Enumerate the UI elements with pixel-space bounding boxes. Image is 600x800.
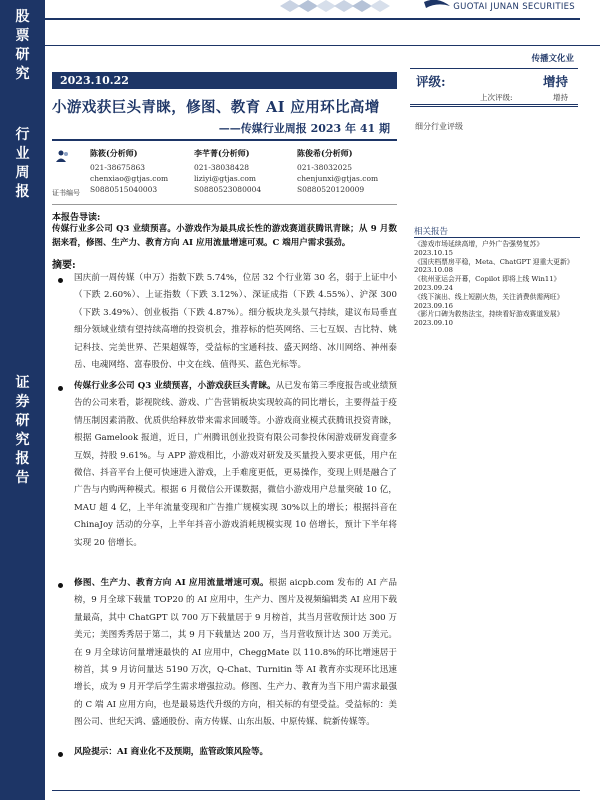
sidebar-label-weekly: 行 业 周 报	[15, 127, 30, 200]
summary-bullet-bold: 修图、生产力、教育方向 AI 应用流量增速可观。	[74, 578, 269, 588]
logo-graphic-icon	[280, 0, 400, 13]
analyst-name: 李芊菁(分析师)	[194, 148, 250, 158]
company-logo-icon	[422, 0, 452, 14]
bullet-dot	[58, 752, 63, 757]
analyst-email[interactable]: liziyi@gtjas.com	[194, 174, 256, 183]
analyst-divider	[52, 204, 397, 205]
rating-rule	[410, 104, 578, 105]
previous-rating-label: 上次评级:	[480, 93, 513, 102]
analyst-card	[194, 148, 304, 195]
related-report-link[interactable]: 《影片口碑为救热法宝，持续看好游戏赛道发展》2023.09.10	[414, 310, 564, 328]
rating-top-rule	[410, 68, 578, 69]
certificate-label: 证书编号	[52, 189, 80, 197]
guide-text: 传媒行业多公司 Q3 业绩预喜。小游戏作为最具成长性的游戏赛道获腾讯青睐；从 9 月数据来看，修图、生产力、教育方向 AI 应用流量增速可观。C 端用户需求强劲。	[52, 224, 397, 248]
rating-rule-double	[410, 106, 578, 107]
related-reports-divider	[414, 237, 580, 238]
footer-divider	[52, 790, 580, 791]
analyst-cert: S0880515040003	[90, 185, 158, 194]
analyst-email[interactable]: chenxiao@gtjas.com	[90, 174, 169, 183]
report-subtitle: ——传媒行业周报 2023 年 41 期	[218, 122, 390, 135]
header-strip	[45, 18, 580, 20]
analyst-phone: 021-38675863	[90, 163, 146, 172]
related-report-link[interactable]: 《游戏市场延续高增，户外广告强势复苏》2023.10.15	[414, 240, 544, 257]
title-divider	[52, 139, 397, 141]
analyst-phone: 021-38032025	[297, 163, 353, 172]
rating-value: 增持	[542, 74, 568, 89]
analyst-name: 陈筱(分析师)	[90, 148, 138, 158]
people-icon	[56, 150, 70, 162]
summary-bullet	[74, 270, 397, 374]
related-reports-heading: 相关报告	[414, 227, 449, 237]
related-report-link[interactable]: 《杭州亚运会开幕，Copilot 即将上线 Win11》2023.09.24	[414, 275, 561, 292]
summary-bullet	[74, 378, 397, 552]
report-title: 小游戏获巨头青睐，修图、教育 AI 应用环比高增	[52, 99, 380, 116]
rating-label: 评级:	[416, 74, 446, 89]
related-report-link[interactable]: 《国庆档票房平稳，Meta、ChatGPT 迎重大更新》2023.10.08	[414, 257, 574, 275]
header-divider	[45, 45, 600, 46]
related-reports-list	[414, 240, 580, 328]
industry-tag: 传播文化业	[531, 54, 574, 64]
summary-bullet-bold: 风险提示：AI 商业化不及预期，监管政策风险等。	[74, 747, 269, 757]
left-sidebar	[0, 0, 45, 800]
report-date: 2023.10.22	[52, 72, 397, 89]
analyst-cert: S0880520120009	[297, 185, 365, 194]
related-report-link[interactable]: 《线下演出、线上短剧火热，关注消费供需两旺》2023.09.16	[414, 292, 564, 310]
guide-heading: 本报告导读:	[52, 213, 101, 223]
analyst-card	[297, 148, 407, 195]
bullet-dot	[58, 583, 63, 588]
summary-bullet	[74, 575, 397, 732]
sub-industry-rating-label: 细分行业评级	[415, 122, 463, 131]
analyst-cert: S0880523080004	[194, 185, 262, 194]
summary-heading: 摘要:	[52, 260, 76, 271]
analyst-card	[90, 148, 200, 195]
previous-rating-value: 增持	[553, 93, 568, 102]
company-logo-text: GUOTAI JUNAN SECURITIES	[453, 2, 575, 12]
bullet-dot	[58, 278, 63, 283]
sidebar-label-securities-report: 证 券 研 究 报 告	[15, 375, 30, 486]
summary-bullet-text: 国庆前一周传媒（申万）指数下跌 5.74%，位居 32 个行业第 30 名，弱于上证中小（下跌 2.60%）、上证指数（下跌 3.12%）、深证成指（下跌 4.55%）、沪深 300（下跌 3.49%）、创业板指（下跌 4.87%）。细分板块龙头景气持续，建议布局垂直细分领域业绩有望持续高增的投资机会，推荐标的恺英网络、三七互娱、吉比特、姚记科技、完美世界、芒果超媒等，受益标的宝通科技、盛天网络、冰川网络、神州泰岳、电魂网络、富春股份、中文在线、值得买、蓝色光标等。	[74, 273, 397, 371]
summary-bullet-text: 根据 aicpb.com 发布的 AI 产品榜，9 月全球下载量 TOP20 的 AI 应用中，生产力、图片及视频编辑类 AI 应用下载量最高，其中 ChatGPT 以 700 万下载量居于 9 月榜首，其当月营收预计达 300 万美元；美图秀秀居于第二，其 9 月下载量达 200 万，当月营收预计达 300 万美元。在 9 月全球访问量增速最快的 AI 应用中，CheggMate 以 110.8%的环比增速居于榜首，其 9 月访问量达 5190 万次，Q-Chat、Turnitin 等 AI 教育亦实现环比迅速增长，成为 9 月开学后学生需求增强拉动。修图、生产力、教育为当下用户需求最强的 C 端 AI 应用方向，也是最易迭代升级的方向，相关标的有望受益。受益标的：美图公司、世纪天鸿、盛通股份、南方传媒、山东出版、中原传媒、皖新传媒等。	[74, 578, 397, 728]
analyst-email[interactable]: chenjunxi@gtjas.com	[297, 174, 379, 183]
sidebar-label-stock-research: 股 票 研 究	[15, 9, 30, 82]
summary-bullet	[74, 744, 397, 761]
analyst-phone: 021-38038428	[194, 163, 250, 172]
summary-bullet-bold: 传媒行业多公司 Q3 业绩预喜，小游戏获巨头青睐。	[74, 381, 276, 391]
summary-bullet-text: 从已发布第三季度报告或业绩预告的公司来看，影视院线、游戏、广告营销板块实现较高的同比增长，主要得益于疫情压制因素消散、优质供给释放带来需求回暖等。小游戏商业模式获腾讯投资青睐，根据 Gamelook 报道，近日，广州腾讯创业投资有限公司参投休闲游戏研发商壹多互娱，持股 9.61%。与 APP 游戏相比，小游戏对研发及买量投入要求更低，用户在微信、抖音平台上便可快速进入游戏，上手难度更低，更易操作，变现上则是融合了广告与内购两种模式。根据 6 月微信公开课数据，微信小游戏用户总量突破 10 亿，MAU 超 4 亿，上半年流量变现和广告推广规模实现 30%以上的增长；根据抖音在 ChinaJoy 活动的分享，上半年抖音小游戏消耗规模实现 10 倍增长，预计下半年将实现 20 倍增长。	[74, 381, 397, 548]
analyst-name: 陈俊希(分析师)	[297, 148, 353, 158]
analyst-block	[52, 148, 397, 203]
bullet-dot	[58, 386, 63, 391]
